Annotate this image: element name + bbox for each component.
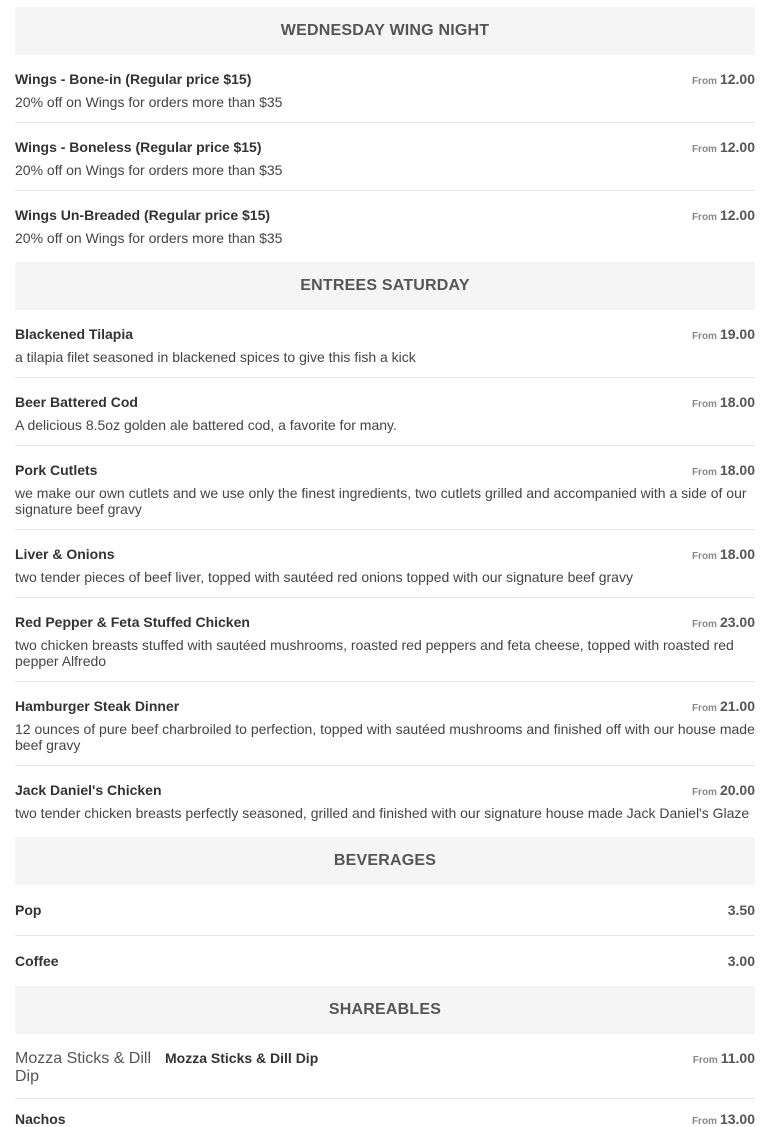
item-description: two tender chicken breasts perfectly seasoned, grilled and finished with our signature house made Jack Daniel's Glaze: [15, 805, 750, 821]
from-label: From: [691, 787, 717, 798]
from-label: From: [691, 551, 717, 562]
item-description: 20% off on Wings for orders more than $35: [15, 230, 283, 246]
item-name: Pop: [15, 902, 42, 918]
item-description: 20% off on Wings for orders more than $35: [15, 94, 283, 110]
menu-item[interactable]: [15, 598, 755, 682]
item-description: we make our own cutlets and we use only the finest ingredients, two cutlets grilled and accompanied with a side of our signature beef gravy: [15, 485, 747, 517]
item-price: From 12.00: [691, 207, 755, 223]
from-label: From: [691, 331, 717, 342]
item-description: 12 ounces of pure beef charbroiled to perfection, topped with sautéed mushrooms and finished off with our house made beef gravy: [15, 721, 755, 753]
item-price: 3.50: [727, 902, 755, 918]
item-price: From 20.00: [691, 782, 755, 798]
menu-item[interactable]: [15, 766, 755, 837]
item-price: From 21.00: [691, 698, 755, 714]
from-label: From: [691, 76, 717, 87]
item-name: Wings - Bone-in (Regular price $15): [15, 71, 252, 87]
section-header-entrees: ENTREES SATURDAY: [15, 262, 755, 310]
item-price: From 18.00: [691, 546, 755, 562]
from-label: From: [691, 703, 717, 714]
item-name: Wings - Boneless (Regular price $15): [15, 139, 262, 155]
from-label: From: [691, 399, 717, 410]
item-price: From 23.00: [691, 614, 755, 630]
item-price: From 11.00: [692, 1050, 755, 1066]
menu-item[interactable]: [15, 123, 755, 191]
from-label: From: [691, 212, 717, 223]
item-name: Liver & Onions: [15, 546, 115, 562]
item-price: From 18.00: [691, 462, 755, 478]
menu: [15, 7, 755, 1127]
menu-item[interactable]: [15, 55, 755, 123]
section-header-shareables: SHAREABLES: [15, 986, 755, 1034]
item-name: Hamburger Steak Dinner: [15, 698, 180, 714]
item-name: Wings Un-Breaded (Regular price $15): [15, 207, 271, 223]
from-label: From: [691, 619, 717, 630]
item-description: a tilapia filet seasoned in blackened spices to give this fish a kick: [15, 349, 416, 365]
item-name: Pork Cutlets: [15, 462, 98, 478]
item-name: Beer Battered Cod: [15, 394, 138, 410]
item-price: From 13.00: [691, 1111, 755, 1127]
menu-item[interactable]: [15, 191, 755, 262]
section-header-wings: WEDNESDAY WING NIGHT: [15, 7, 755, 55]
menu-item[interactable]: [15, 530, 755, 598]
section-header-beverages: BEVERAGES: [15, 837, 755, 885]
item-name: Coffee: [15, 953, 59, 969]
item-name: Blackened Tilapia: [15, 326, 134, 342]
from-label: From: [691, 467, 717, 478]
item-price: 3.00: [727, 953, 755, 969]
menu-item[interactable]: [15, 378, 755, 446]
item-description: 20% off on Wings for orders more than $35: [15, 162, 283, 178]
item-description: two tender pieces of beef liver, topped with sautéed red onions topped with our signature beef gravy: [15, 569, 633, 585]
from-label: From: [691, 144, 717, 155]
item-name: Red Pepper & Feta Stuffed Chicken: [15, 614, 250, 630]
menu-item[interactable]: [15, 885, 755, 936]
menu-item[interactable]: [15, 446, 755, 530]
item-price: From 18.00: [691, 394, 755, 410]
item-description: A delicious 8.5oz golden ale battered cod, a favorite for many.: [15, 417, 397, 433]
menu-item[interactable]: [15, 682, 755, 766]
item-name: Mozza Sticks & Dill Dip: [165, 1050, 319, 1066]
menu-item[interactable]: [15, 1034, 755, 1099]
menu-item[interactable]: [15, 936, 755, 986]
item-name: Nachos: [15, 1111, 66, 1127]
menu-item[interactable]: [15, 310, 755, 378]
menu-item[interactable]: [15, 1099, 755, 1127]
item-description: two chicken breasts stuffed with sautéed mushrooms, roasted red peppers and feta cheese, topped with roasted red pepper Alfredo: [15, 637, 734, 669]
from-label: From: [692, 1055, 718, 1066]
item-price: From 12.00: [691, 71, 755, 87]
item-image-placeholder: Mozza Sticks & Dill Dip: [15, 1050, 152, 1085]
item-price: From 12.00: [691, 139, 755, 155]
item-price: From 19.00: [691, 326, 755, 342]
item-name: Jack Daniel's Chicken: [15, 782, 162, 798]
from-label: From: [691, 1116, 717, 1127]
